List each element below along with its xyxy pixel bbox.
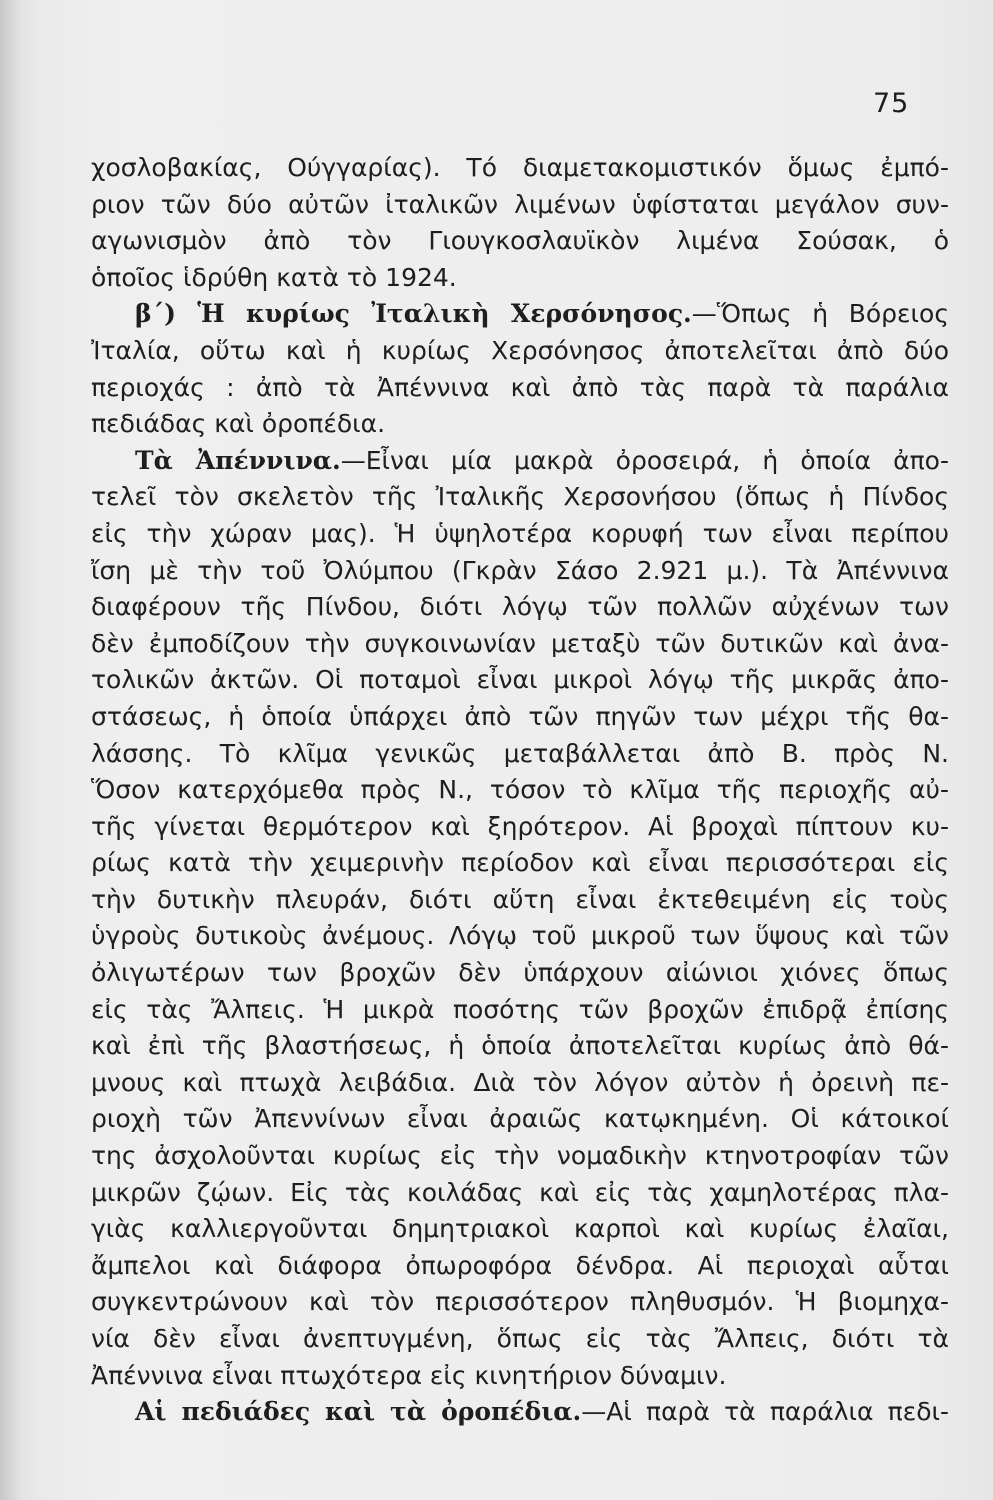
text-line (91, 406, 949, 443)
text-line (91, 955, 949, 992)
line-text: αγωνισμὸν ἀπὸ τὸν Γιουγκοσλαυϊκὸν λιμένα Σούσακ, ὁ (91, 226, 949, 256)
text-line (91, 1138, 949, 1175)
text-line (91, 1394, 949, 1431)
text-line (91, 553, 949, 590)
text-line (91, 1284, 949, 1321)
line-text: Ἀπέννινα εἶναι πτωχότερα εἰς κινητήριον δύναμιν. (91, 1360, 727, 1390)
text-line (91, 589, 949, 626)
text-line (91, 1065, 949, 1102)
line-text: —Αἱ παρὰ τὰ παράλια πεδι- (581, 1397, 950, 1427)
text-line (91, 370, 949, 407)
line-text: διαφέρουν τῆς Πίνδου, διότι λόγῳ τῶν πολλῶν αὐχένων των (91, 592, 949, 622)
page-binding-shadow (0, 0, 22, 1500)
body-text (91, 150, 949, 1431)
text-line (91, 1358, 949, 1395)
text-line (91, 1175, 949, 1212)
line-text: εἰς τὴν χώραν μας). Ἡ ὑψηλοτέρα κορυφή των εἶναι περίπου (91, 518, 949, 548)
line-text: νία δὲν εἶναι ἀνεπτυγμένη, ὅπως εἰς τὰς Ἄλπεις, διότι τὰ (91, 1324, 949, 1353)
text-line (91, 1101, 949, 1138)
text-line (91, 479, 949, 516)
line-text: γιὰς καλλιεργοῦνται δημητριακοὶ καρποὶ καὶ κυρίως ἐλαῖαι, (91, 1214, 949, 1244)
text-line (91, 516, 949, 553)
page-number: 75 (873, 88, 910, 119)
line-text: ὁποῖος ἱδρύθη κατὰ τὸ 1924. (91, 262, 457, 292)
line-text: τὴν δυτικὴν πλευράν, διότι αὕτη εἶναι ἐκτεθειμένη εἰς τοὺς (91, 884, 949, 914)
line-text: τῆς γίνεται θερμότερον καὶ ξηρότερον. Αἱ βροχαὶ πίπτουν κυ- (91, 811, 949, 841)
line-text: ἴση μὲ τὴν τοῦ Ὀλύμπου (Γκρὰν Σάσο 2.921 μ.). Τὰ Ἀπέννινα (91, 555, 949, 585)
line-text: εἰς τὰς Ἄλπεις. Ἡ μικρὰ ποσότης τῶν βροχῶν ἐπιδρᾷ ἐπίσης (91, 994, 949, 1024)
line-text: τολικῶν ἀκτῶν. Οἱ ποταμοὶ εἶναι μικροὶ λόγῳ τῆς μικρᾶς ἀπο- (91, 665, 949, 695)
line-text: μικρῶν ζῴων. Εἰς τὰς κοιλάδας καὶ εἰς τὰς χαμηλοτέρας πλα- (91, 1177, 949, 1207)
section-heading: β΄) Ἡ κυρίως Ἰταλικὴ Χερσόνησος. (135, 299, 692, 329)
line-text: ἄμπελοι καὶ διάφορα ὀπωροφόρα δένδρα. Αἱ περιοχαὶ αὗται (91, 1250, 949, 1280)
line-text: συγκεντρώνουν καὶ τὸν περισσότερον πληθυσμόν. Ἡ βιομηχα- (91, 1287, 949, 1317)
text-line (91, 1248, 949, 1285)
line-text: ρίως κατὰ τὴν χειμερινὴν περίοδον καὶ εἶναι περισσότεραι εἰς (91, 848, 949, 878)
line-text: καὶ ἐπὶ τῆς βλαστήσεως, ἡ ὁποία ἀποτελεῖται κυρίως ἀπὸ θά- (91, 1031, 949, 1061)
text-line (91, 845, 949, 882)
line-text: ριοχὴ τῶν Ἀπεννίνων εἶναι ἀραιῶς κατῳκημένη. Οἱ κάτοικοί (91, 1104, 949, 1134)
text-line (91, 333, 949, 370)
text-line (91, 1028, 949, 1065)
line-text: της ἀσχολοῦνται κυρίως εἰς τὴν νομαδικὴν κτηνοτροφίαν τῶν (91, 1141, 949, 1171)
line-text: τελεῖ τὸν σκελετὸν τῆς Ἰταλικῆς Χερσονήσου (ὅπως ἡ Πίνδος (91, 482, 949, 512)
text-line (91, 662, 949, 699)
text-line (91, 736, 949, 773)
line-text: περιοχάς : ἀπὸ τὰ Ἀπέννινα καὶ ἀπὸ τὰς παρὰ τὰ παράλια (91, 372, 949, 402)
line-text: πεδιάδας καὶ ὀροπέδια. (91, 409, 386, 439)
text-line (91, 772, 949, 809)
text-line (91, 882, 949, 919)
text-line (91, 150, 949, 187)
text-line (91, 443, 949, 480)
line-text: χοσλοβακίας, Ούγγαρίας). Τό διαμετακομιστικόν ὅμως ἐμπό- (91, 153, 949, 182)
text-line (91, 1321, 949, 1358)
text-line (91, 296, 949, 333)
text-line (91, 992, 949, 1029)
text-line (91, 626, 949, 663)
line-text: στάσεως, ἡ ὁποία ὑπάρχει ἀπὸ τῶν πηγῶν των μέχρι τῆς θα- (91, 701, 949, 731)
line-text: μνους καὶ πτωχὰ λειβάδια. Διὰ τὸν λόγον αὐτὸν ἡ ὀρεινὴ πε- (91, 1067, 949, 1097)
line-text: —Εἶναι μία μακρὰ ὀροσειρά, ἡ ὁποία ἀπο- (340, 445, 949, 475)
text-line (91, 223, 949, 260)
text-line (91, 918, 949, 955)
text-line (91, 1211, 949, 1248)
section-heading: Τὰ Ἀπέννινα. (135, 445, 341, 475)
line-text: ριον τῶν δύο αὐτῶν ἰταλικῶν λιμένων ὑφίσταται μεγάλον συν- (91, 189, 949, 219)
line-text: —Ὅπως ἡ Βόρειος (691, 299, 949, 329)
text-line (91, 809, 949, 846)
line-text: Ἰταλία, οὕτω καὶ ἡ κυρίως Χερσόνησος ἀποτελεῖται ἀπὸ δύο (91, 335, 949, 365)
line-text: δὲν ἐμποδίζουν τὴν συγκοινωνίαν μεταξὺ τῶν δυτικῶν καὶ ἀνα- (91, 628, 949, 658)
line-text: ὀλιγωτέρων των βροχῶν δὲν ὑπάρχουν αἰώνιοι χιόνες ὅπως (91, 958, 949, 988)
line-text: Ὅσον κατερχόμεθα πρὸς Ν., τόσον τὸ κλῖμα τῆς περιοχῆς αὐ- (91, 775, 949, 805)
line-text: λάσσης. Τὸ κλῖμα γενικῶς μεταβάλλεται ἀπὸ Β. πρὸς Ν. (91, 738, 949, 768)
line-text: ὑγροὺς δυτικοὺς ἀνέμους. Λόγῳ τοῦ μικροῦ των ὕψους καὶ τῶν (91, 921, 949, 951)
section-heading: Αἱ πεδιάδες καὶ τὰ ὀροπέδια. (135, 1397, 582, 1427)
text-line (91, 699, 949, 736)
text-line (91, 187, 949, 224)
text-line (91, 260, 949, 297)
